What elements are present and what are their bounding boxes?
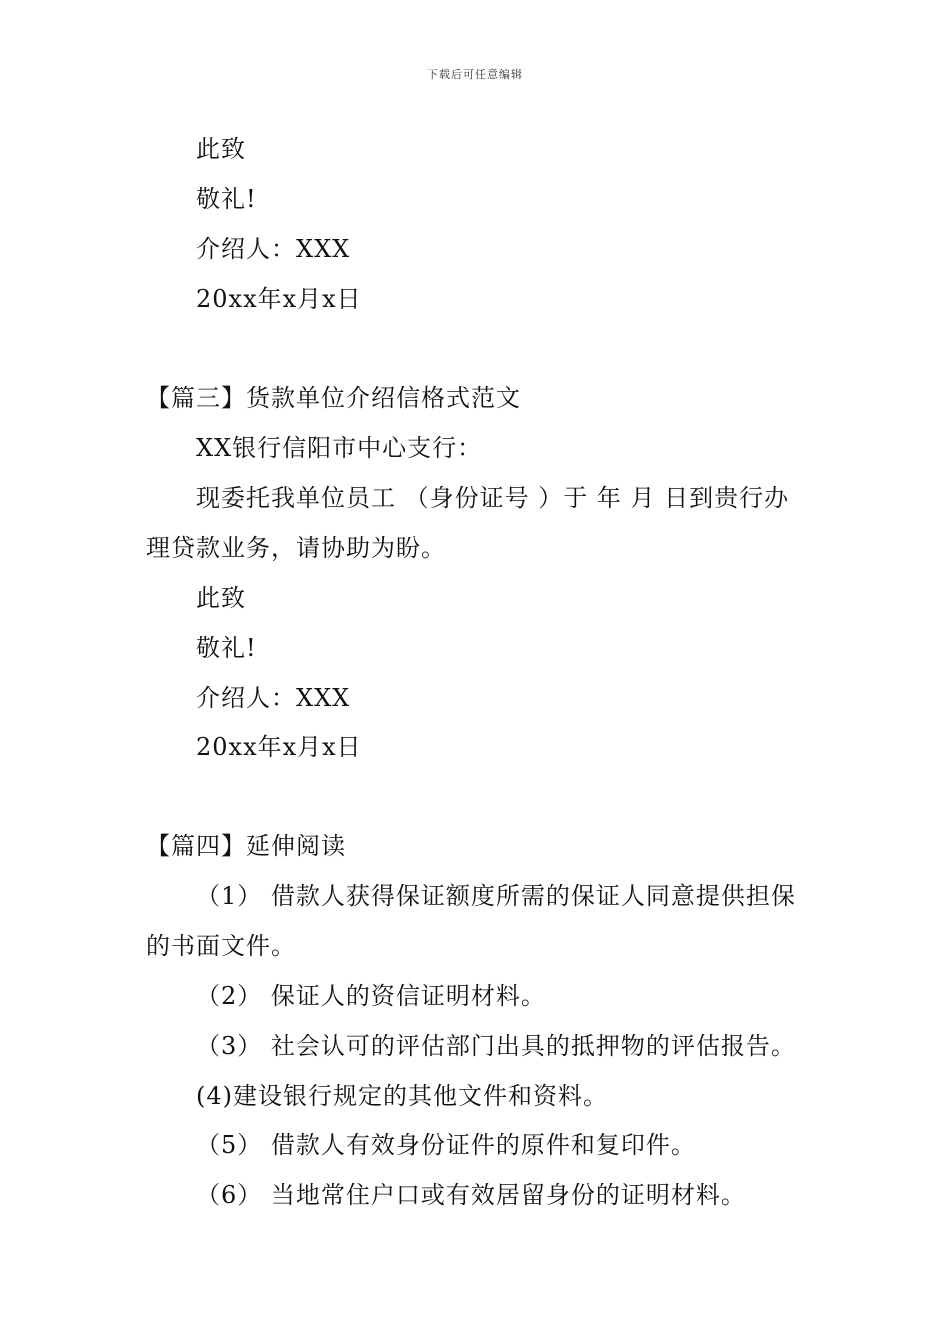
list-item: （6） 当地常住户口或有效居留身份的证明材料。 — [196, 1181, 746, 1209]
closing-regards: 敬礼! — [196, 634, 257, 662]
list-item: （3） 社会认可的评估部门出具的抵押物的评估报告。 — [196, 1032, 796, 1060]
section-title: 【篇四】延伸阅读 — [146, 832, 346, 860]
letter-body: 现委托我单位员工 （身份证号 ）于 年 月 日到贵行办 — [196, 484, 790, 512]
list-item: (4)建设银行规定的其他文件和资料。 — [196, 1082, 608, 1110]
letter-addressee: XX银行信阳市中心支行： — [196, 434, 483, 462]
introducer-line: 介绍人：XXX — [196, 684, 351, 712]
closing-regards: 敬礼! — [196, 185, 257, 213]
list-item: （2） 保证人的资信证明材料。 — [196, 982, 546, 1010]
letter-body-continued: 理贷款业务，请协助为盼。 — [146, 534, 446, 562]
list-item: （5） 借款人有效身份证件的原件和复印件。 — [196, 1131, 696, 1159]
section-title: 【篇三】货款单位介绍信格式范文 — [146, 384, 521, 412]
page-header: 下载后可任意编辑 — [427, 68, 523, 81]
closing-salutation: 此致 — [196, 584, 246, 612]
closing-salutation: 此致 — [196, 135, 246, 163]
date-line: 20xx年x月x日 — [196, 285, 362, 313]
list-item: （1） 借款人获得保证额度所需的保证人同意提供担保 — [196, 882, 796, 910]
list-item-continued: 的书面文件。 — [146, 932, 296, 960]
introducer-line: 介绍人：XXX — [196, 235, 351, 263]
date-line: 20xx年x月x日 — [196, 733, 362, 761]
